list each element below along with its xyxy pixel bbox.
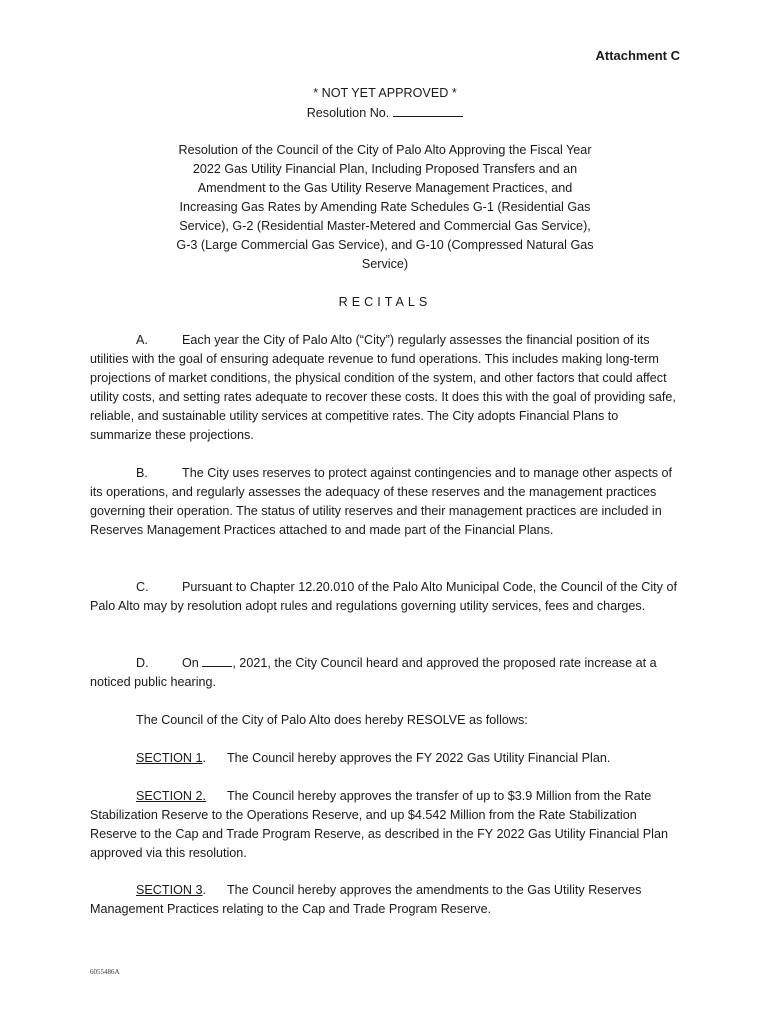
resolve-text: The Council of the City of Palo Alto does hereby RESOLVE as follows: — [136, 713, 528, 727]
recital-c-text: Pursuant to Chapter 12.20.010 of the Palo Alto Municipal Code, the Council of the City of Palo Alto may by resolution adopt rules and regulations governing utility services, fees and charges. — [90, 580, 677, 613]
section-2 — [90, 787, 680, 863]
recital-d-date-blank — [202, 654, 232, 667]
section-1 — [90, 749, 680, 768]
recital-d-letter: D. — [136, 656, 149, 670]
recital-b-text: The City uses reserves to protect against contingencies and to manage other aspects of its operations, and regularly assesses the adequacy of these reserves and the management practices governing their operation. The status of utility reserves and their management practices are included in Reserves Management Practices attached to and made part of the Financial Plans. — [90, 466, 673, 537]
section-3-label: SECTION 3 — [136, 883, 203, 897]
section-2-label: SECTION 2. — [136, 789, 206, 803]
not-approved-notice: * NOT YET APPROVED * — [313, 86, 457, 100]
section-1-text: The Council hereby approves the FY 2022 Gas Utility Financial Plan. — [226, 751, 611, 765]
recital-c — [90, 578, 680, 616]
document-id-footer: 6055486A — [90, 968, 120, 976]
section-3 — [90, 881, 680, 919]
recitals-heading: RECITALS — [338, 295, 432, 309]
resolution-title: Resolution of the Council of the City of Palo Alto Approving the Fiscal Year 2022 Gas Utility Financial Plan, Including Proposed Transfers and an Amendment to the Gas Utility Reserve Management Practices, and Increasing Gas Rates by Amending Rate Schedules G-1 (Residential Gas Service), G-2 (Residential Master-Metered and Commercial Gas Service), G-3 (Large Commercial Gas Service), and G-10 (Compressed Natural Gas Service) — [176, 143, 594, 271]
recital-c-letter: C. — [136, 580, 149, 594]
section-2-text: The Council hereby approves the transfer of up to $3.9 Million from the Rate Stabilization Reserve to the Operations Reserve, and up $4.542 Million from the Rate Stabilization Reserve to the Cap and Trade Program Reserve, as described in the FY 2022 Gas Utility Financial Plan approved via this resolution. — [90, 789, 668, 860]
recital-d-text-after: , 2021, the City Council heard and approved the proposed rate increase at a noticed public hearing. — [90, 656, 657, 689]
attachment-label: Attachment C — [595, 48, 680, 63]
recital-a-letter: A. — [136, 333, 148, 347]
section-1-label: SECTION 1 — [136, 751, 203, 765]
section-3-text: The Council hereby approves the amendments to the Gas Utility Reserves Management Practices relating to the Cap and Trade Program Reserve. — [90, 883, 642, 916]
section-1-punct: . — [202, 751, 206, 765]
resolution-number-label: Resolution No. — [306, 106, 390, 120]
section-3-punct: . — [202, 883, 206, 897]
recital-a-text: Each year the City of Palo Alto (“City”) regularly assesses the financial position of its utilities with the goal of ensuring adequate revenue to fund operations. This includes making long-term projections of market conditions, the physical condition of the system, and other factors that could affect utility costs, and setting rates adequate to recover these costs. It does this with the goal of providing safe, reliable, and sustainable utility services at competitive rates. The City adopts Financial Plans to summarize these projections. — [90, 333, 676, 442]
recital-d — [90, 654, 680, 692]
recital-d-text-before: On — [182, 656, 203, 670]
recital-a — [90, 331, 680, 445]
resolution-number-blank — [393, 103, 463, 117]
recital-b — [90, 464, 680, 540]
resolve-statement — [90, 711, 680, 730]
recital-b-letter: B. — [136, 466, 148, 480]
resolution-number — [90, 103, 680, 123]
